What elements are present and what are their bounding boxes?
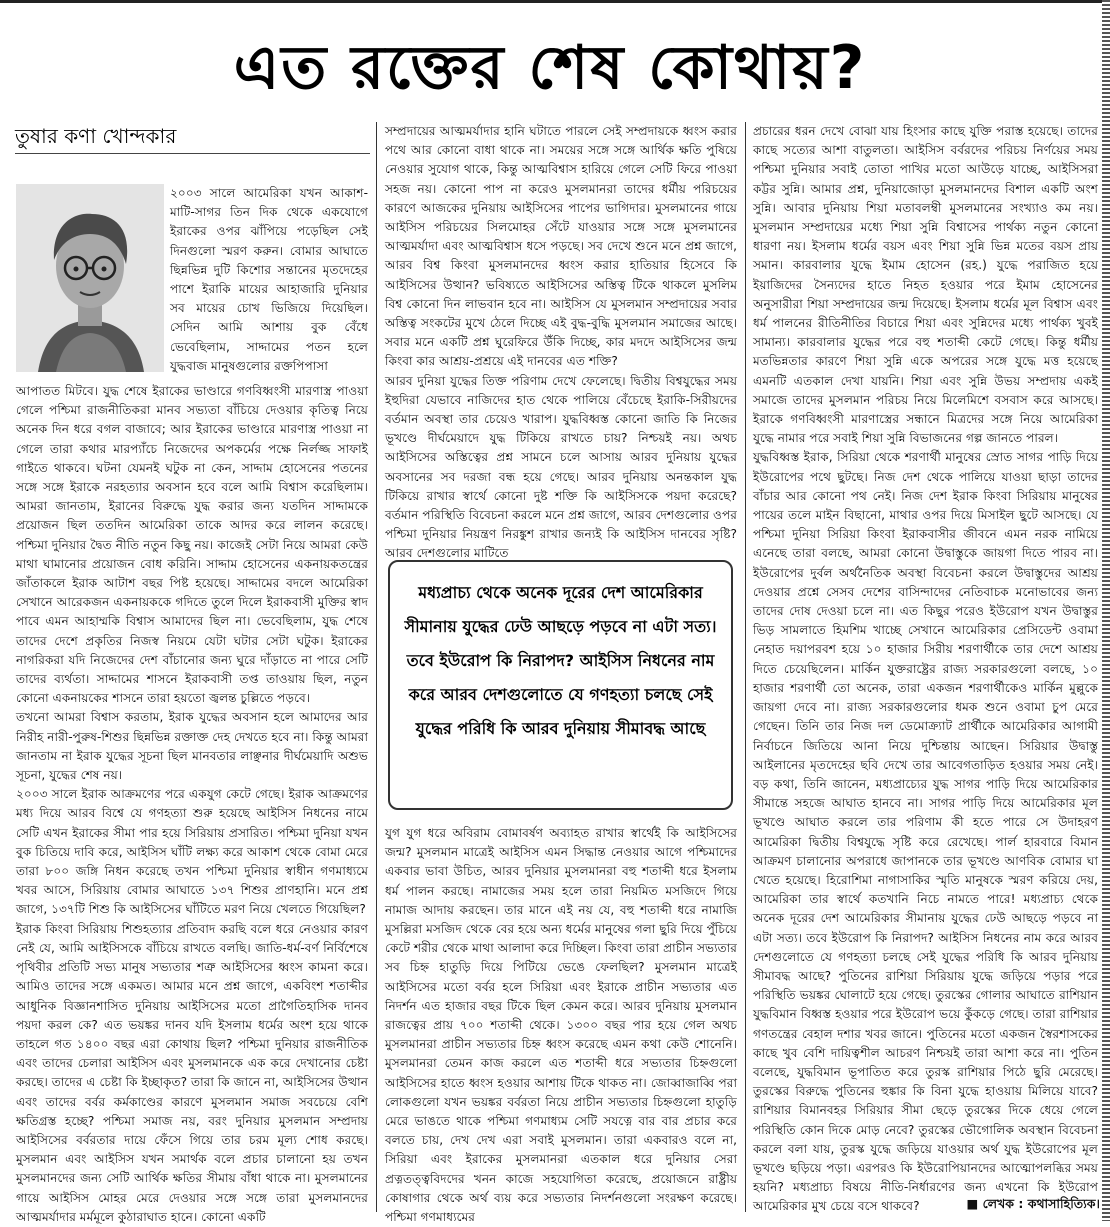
pull-quote: মধ্যপ্রাচ্য থেকে অনেক দূরের দেশ আমেরিকার সীমানায় যুদ্ধের ঢেউ আছড়ে পড়বে না এটা সত্য। তবে ইউরোপ কি নিরাপদ? আইসিস নিধনের নাম করে আরব দেশগুলোতে যে গণহত্যা চলছে সেই যুদ্ধের পরিধি কি আরব দুনিয়ায় সীমাবদ্ধ আছে	[388, 560, 733, 810]
paragraph: আরব দুনিয়া যুদ্ধের তিক্ত পরিণাম দেখে ফেলেছে। দ্বিতীয় বিশ্বযুদ্ধের সময় ইহুদিরা যেভাবে নাজিদের হাত থেকে পালিয়ে বেঁচেছে ইরাকি-সিরীয়দের বর্তমান অবস্থা তার চেয়েও খারাপ। যুদ্ধবিধ্বস্ত কোনো জাতি কি নিজের ভূখণ্ডে দীর্ঘমেয়াদে যুদ্ধ টিকিয়ে রাখতে চায়? নিশ্চয়ই নয়। অথচ আইসিসের অস্তিত্বের প্রশ্ন সামনে চলে আসায় আরব দুনিয়ায় যুদ্ধের অবসানের সব দরজা বন্ধ হয়ে গেছে। আরব দুনিয়ায় অনন্তকাল যুদ্ধ টিকিয়ে রাখার স্বার্থে কোনো দুষ্ট শক্তি কি আইসিসকে পয়দা করেছে? বর্তমান পরিস্থিতি বিবেচনা করলে মনে প্রশ্ন জাগে, আরব দেশগুলোর ওপর পশ্চিমা দুনিয়ার নিয়ন্ত্রণ নিরঙ্কুশ রাখার জন্যই কি আইসিস দানবের সৃষ্টি? আরব দেশগুলোর মাটিতে	[385, 373, 737, 561]
paragraph: প্রচারের ধরন দেখে বোঝা যায় হিংসার কাছে যুক্তি পরাস্ত হয়েছে। তাদের কাছে সত্যের আশা বাতুলতা। আইসিস বর্বরদের পরিচয় নির্ণয়ের সময় পশ্চিমা দুনিয়ার সবাই তোতা পাখির মতো আউড়ে যাচ্ছে, আইসিসরা কট্টর সুন্নি। আমার প্রশ্ন, দুনিয়াজোড়া মুসলমানদের বিশাল একটি অংশ সুন্নি। আবার দুনিয়ায় শিয়া মতাবলম্বী মুসলমানের সংখ্যাও কম নয়। মুসলমান সম্প্রদায়ের মধ্যে শিয়া সুন্নি বিশ্বাসের পার্থক্য নতুন কোনো ধারণা নয়। ইসলাম ধর্মের বয়স এবং শিয়া সুন্নি ভিন্ন মতের বয়স প্রায় সমান। কারবালার যুদ্ধে ইমাম হোসেন (রহ.) যুদ্ধে পরাজিত হয়ে ইয়াজিদের সৈন্যদের হাতে নিহত হওয়ার পরে ইমাম হোসেনের অনুসারীরা শিয়া সম্প্রদায়ের জন্ম দিয়েছে। ইসলাম ধর্মের মূল বিশ্বাস এবং ধর্ম পালনের রীতিনীতির বিচারে শিয়া এবং সুন্নিদের মধ্যে পার্থক্য খুবই সামান্য। কারবালার যুদ্ধের পরে বহু শতাব্দী কেটে গেছে। কিন্তু ধর্মীয় মতভিন্নতার কারণে শিয়া সুন্নি একে অপরের সঙ্গে যুদ্ধে মত্ত হয়েছে এমনটি এতকাল দেখা যায়নি। শিয়া এবং সুন্নি উভয় সম্প্রদায় একই সমাজে তাদের মুসলমান পরিচয় নিয়ে মিলেমিশে বসবাস করে আসছে। ইরাকে গণবিধ্বংসী মারণাস্ত্রের সন্ধানে মিত্রদের সঙ্গে নিয়ে আমেরিকা যুদ্ধে নামার পরে সবাই শিয়া সুন্নি বিভাজনের গল্প জানতে পারল।	[753, 124, 1098, 446]
column-2-top	[385, 122, 737, 561]
paragraph: তখনো আমরা বিশ্বাস করতাম, ইরাক যুদ্ধের অবসান হলে আমাদের আর নিরীহ নারী-পুরুষ-শিশুর ছিন্নভিন্ন রক্তাক্ত দেহ দেখতে হবে না। কিন্তু আমরা জানতাম না ইরাক যুদ্ধের সূচনা ছিল মানবতার লাঞ্ছনার দীর্ঘমেয়াদি অশুভ সূচনা, যুদ্ধের শেষ নয়।	[16, 710, 368, 783]
byline: তুষার কণা খোন্দকার	[15, 124, 177, 148]
column-divider	[376, 122, 377, 1212]
headline: এত রক্তের শেষ কোথায়?	[233, 33, 867, 103]
page-edge	[1102, 0, 1110, 1221]
paragraph: ২০০৩ সালে ইরাক আক্রমণের পরে একযুগ কেটে গেছে। ইরাক আক্রমণের মধ্য দিয়ে আরব বিশ্বে যে গণহত্যা শুরু হয়েছে আইসিস নিধনের নামে সেটি এখন ইরাকের সীমা পার হয়ে সিরিয়ায় প্রসারিত। পশ্চিমা দুনিয়া যখন বুক চিতিয়ে দাবি করে, আইসিস ঘাঁটি লক্ষ্য করে আকাশ থেকে বোমা মেরে তারা ৮০০ জঙ্গি নিধন করেছে তখন পশ্চিমা দুনিয়ার স্বাধীন গণমাধ্যমে খবর আসে, সিরিয়ায় বোমার আঘাতে ১৩৭ শিশুর প্রাণহানি। মনে প্রশ্ন জাগে, ১৩৭টি শিশু কি আইসিসের ঘাঁটিতে মরণ নিয়ে খেলতে গিয়েছিল?	[16, 787, 368, 917]
paragraph: যুদ্ধবিধ্বস্ত ইরাক, সিরিয়া থেকে শরণার্থী মানুষের স্রোত সাগর পাড়ি দিয়ে ইউরোপের পথে ছুটছে। নিজ দেশ থেকে পালিয়ে যাওয়া ছাড়া তাদের বাঁচার আর কোনো পথ নেই। নিজ দেশ ইরাক কিংবা সিরিয়ায় মানুষের পায়ের তলে মাইন বিছানো, মাথার ওপর দিয়ে মিসাইল ছুটে আসছে। যে পশ্চিমা দুনিয়া সিরিয়া কিংবা ইরাকবাসীর জীবনে এমন নরক নামিয়ে এনেছে তারা বলছে, আমরা কোনো উদ্বাস্তুকে জায়গা দিতে পারব না। ইউরোপের দুর্বল অর্থনৈতিক অবস্থা বিবেচনা করলে উদ্বাস্তুদের আশ্রয় দেওয়ার প্রশ্নে সেসব দেশের বাসিন্দাদের নেতিবাচক মনোভাবের জন্য তাদের দোষ দেওয়া চলে না। এত কিছুর পরেও ইউরোপ যখন উদ্বাস্তুর ভিড় সামলাতে হিমশিম খাচ্ছে সেখানে আমেরিকার প্রেসিডেন্ট ওবামা নেহাত দয়াপরবশ হয়ে ১০ হাজার সিরীয় শরণার্থীকে তার দেশে আশ্রয় দিতে চেয়েছিলেন। মার্কিন যুক্তরাষ্ট্রের রাজ্য সরকারগুলো বলছে, ১০ হাজার শরণার্থী তো অনেক, তারা একজন শরণার্থীকেও মার্কিন মুল্লুকে জায়গা দেবে না। রাজ্য সরকারগুলোর ধমক শুনে ওবামা চুপ মেরে গেছেন। তিনি তার নিজ দল ডেমোক্র্যাট প্রার্থীকে আমেরিকার আগামী নির্বাচনে জিতিয়ে আনা নিয়ে দুশ্চিন্তায় আছেন। সিরিয়ার উদ্বাস্তু আইলানের মৃতদেহের ছবি দেখে তার আবেগতাড়িত হওয়ার সময় নেই। বড় কথা, তিনি জানেন, মধ্যপ্রাচ্যের যুদ্ধ সাগর পাড়ি দিয়ে আমেরিকার সীমান্তে সহজে আঘাত হানবে না। সাগর পাড়ি দিয়ে আমেরিকার মূল ভূখণ্ডে আঘাত করলে তার পরিণাম কী হতে পারে সে উদাহরণ আমেরিকা দ্বিতীয় বিশ্বযুদ্ধে সৃষ্টি করে রেখেছে। পার্ল হারবারে বিমান আক্রমণ চালানোর অপরাধে জাপানকে তার ভূখণ্ডে আণবিক বোমার ঘা খেতে হয়েছে। হিরোশিমা নাগাসাকির স্মৃতি মানুষকে স্মরণ করিয়ে দেয়, আমেরিকা তার স্বার্থে কতখানি নিচে নামতে পারে! মধ্যপ্রাচ্য থেকে অনেক দূরের দেশ আমেরিকার সীমানায় যুদ্ধের ঢেউ আছড়ে পড়বে না এটা সত্য। তবে ইউরোপ কি নিরাপদ? আইসিস নিধনের নাম করে আরব দেশগুলোতে যে গণহত্যা চলছে সেই যুদ্ধের পরিধি কি আরব দুনিয়ায় সীমাবদ্ধ আছে? পুতিনের রাশিয়া সিরিয়ায় যুদ্ধে জড়িয়ে পড়ার পরে পরিস্থিতি ভয়ঙ্কর ঘোলাটে হয়ে গেছে। তুরস্কের গোলার আঘাতে রাশিয়ান যুদ্ধবিমান বিধ্বস্ত হওয়ার পরে ইউরোপ ভয়ে কুঁকড়ে গেছে। তারা রাশিয়ার গণতন্ত্রের বেহাল দশার খবর জানে। পুতিনের মতো একজন স্বৈরশাসকের কাছে খুব বেশি দায়িত্বশীল আচরণ নিশ্চয়ই তারা আশা করে না। পুতিন বলেছে, যুদ্ধবিমান ভূপাতিত করে তুরস্ক রাশিয়ার পিঠে ছুরি মেরেছে। তুরস্কের বিরুদ্ধে পুতিনের হুঙ্কার কি বিনা যুদ্ধে হাওয়ায় মিলিয়ে যাবে? রাশিয়ার বিমানবহর সিরিয়ার সীমা ছেড়ে তুরস্কের দিকে ধেয়ে গেলে পরিস্থিতি কোন দিকে মোড় নেবে? তুরস্কের ভৌগোলিক অবস্থান বিবেচনা করলে বলা যায়, তুরস্ক যুদ্ধে জড়িয়ে যাওয়ার অর্থ যুদ্ধ ইউরোপের মূল ভূখণ্ডে ছড়িয়ে পড়া। এরপরও কি ইউরোপিয়ানদের আত্মোপলব্ধির সময় হয়নি? মধ্যপ্রাচ্য বিষয়ে নীতি-নির্ধারণের জন্য এখনো কি ইউরোপ আমেরিকার মুখ চেয়ে বসে থাকবে?	[753, 450, 1098, 1214]
column-1-intro	[170, 184, 368, 380]
paragraph: ইরাক কিংবা সিরিয়ায় শিশুহত্যার প্রতিবাদ করছি বলে ধরে নেওয়ার কারণ নেই যে, আমি আইসিসকে বাঁচিয়ে রাখতে বলছি। জাতি-ধর্ম-বর্ণ নির্বিশেষে পৃথিবীর প্রতিটি সভ্য মানুষ সভ্যতার শত্রু আইসিসের ধ্বংস কামনা করে। আমিও তাদের সঙ্গে একমত। আমার মনে প্রশ্ন জাগে, একবিংশ শতাব্দীর আধুনিক বিজ্ঞানশাসিত দুনিয়ায় আইসিসের মতো প্রাগৈতিহাসিক দানব পয়দা করল কে? এত ভয়ঙ্কর দানব যদি ইসলাম ধর্মের অংশ হয়ে থাকে তাহলে গত ১৪০০ বছর এরা কোথায় ছিল? পশ্চিমা দুনিয়ার রাজনীতিক এবং তাদের চেলারা আইসিস এবং মুসলমানকে এক করে দেখানোর চেষ্টা করছে। তাদের এ চেষ্টা কি ইচ্ছাকৃত? তারা কি জানে না, আইসিসের উত্থান এবং তাদের বর্বর কর্মকাণ্ডের কারণে মুসলমান সমাজ সবচেয়ে বেশি ক্ষতিগ্রস্ত হচ্ছে? পশ্চিমা সমাজ নয়, বরং দুনিয়ার মুসলমান সম্প্রদায় আইসিসের বর্বরতার দায়ে ফেঁসে গিয়ে তার চরম মূল্য শোধ করছে। মুসলমান এবং আইসিস যখন সমার্থক বলে প্রচার চালানো হয় তখন মুসলমানদের জন্য সেটি আর্থিক ক্ষতির সীমায় বাঁধা থাকে না। মুসলমানের গায়ে আইসিস মোহর মেরে দেওয়ার সঙ্গে সঙ্গে তারা মুসলমানদের আত্মমর্যাদার মর্মমূলে কুঠারাঘাত হানে। কোনো একটি	[16, 921, 368, 1224]
paragraph: সম্প্রদায়ের আত্মমর্যাদার হানি ঘটাতে পারলে সেই সম্প্রদায়কে ধ্বংস করার পথে আর কোনো বাধা থাকে না। সময়ের সঙ্গে সঙ্গে আর্থিক ক্ষতি পুষিয়ে নেওয়ার সুযোগ থাকে, কিন্তু আত্মবিশ্বাস হারিয়ে গেলে সেটি ফিরে পাওয়া সহজ নয়। কোনো পাপ না করেও মুসলমানরা তাদের ধর্মীয় পরিচয়ের কারণে আজকের দুনিয়ায় আইসিসের পাপের ভাগিদার। মুসলমানের গায়ে আইসিস পরিচয়ের সিলমোহর সেঁটে যাওয়ার সঙ্গে সঙ্গে মুসলমানের আত্মমর্যাদা এবং আত্মবিশ্বাস ধসে পড়ছে। সব দেখে শুনে মনে প্রশ্ন জাগে, আরব বিশ্ব কিংবা মুসলমানদের ধ্বংস করার হাতিয়ার হিসেবে কি আইসিসের উত্থান? ভবিষ্যতে আইসিসের অস্তিত্ব টিকে থাকলে মুসলিম বিশ্ব কোনো দিন লাভবান হবে না। আইসিস যে মুসলমান সম্প্রদায়ের সবার অস্তিত্ব সংকটের মুখে ঠেলে দিচ্ছে এই বুদ্ধ-বুদ্ধি মুসলমান সমাজের আছে। সবার মনে একটি প্রশ্ন ঘুরেফিরে উঁকি দিচ্ছে, কার মদদে আইসিসের জন্ম কিংবা কার আশ্রয়-প্রশ্রয়ে এই দানবের এত শক্তি?	[385, 124, 737, 369]
column-1-body	[16, 382, 368, 1224]
byline-rule	[15, 153, 370, 154]
column-divider	[745, 122, 746, 1212]
author-photo	[16, 184, 164, 372]
top-rule	[0, 0, 1110, 3]
paragraph: ২০০৩ সালে আমেরিকা যখন আকাশ-মাটি-সাগর তিন দিক থেকে একযোগে ইরাকের ওপর ঝাঁপিয়ে পড়েছিল সেই দিনগুলো স্মরণ করুন। বোমার আঘাতে ছিন্নভিন্ন দুটি কিশোর সন্তানের মৃতদেহের পাশে ইরাকি মায়ের আহাজারি দুনিয়ার সব মায়ের চোখ ভিজিয়ে দিয়েছিল। সেদিন আমি আশায় বুক বেঁধে ভেবেছিলাম, সাদ্দামের পতন হলে যুদ্ধবাজ মানুষগুলোর রক্তপিপাসা	[170, 186, 368, 373]
column-2-bottom	[385, 824, 737, 1225]
author-credit: ■ লেখক : কথাসাহিত্যিক।	[966, 1196, 1100, 1211]
author-portrait-icon	[16, 184, 164, 372]
paragraph: যুগ যুগ ধরে অবিরাম বোমাবর্ষণ অব্যাহত রাখার স্বার্থেই কি আইসিসের জন্ম? মুসলমান মাত্রেই আইসিস এমন সিদ্ধান্ত নেওয়ার আগে পশ্চিমাদের একবার ভাবা উচিত, আরব দুনিয়ার মুসলমানরা বহু শতাব্দী ধরে ইসলাম ধর্ম পালন করছে। নামাজের সময় হলে তারা নিয়মিত মসজিদে গিয়ে নামাজ আদায় করছেন। তার মানে এই নয় যে, বহু শতাব্দী ধরে নামাজি মুসল্লিরা মসজিদ থেকে বের হয়ে অন্য ধর্মের মানুষের গলা ছুরি দিয়ে পুঁচিয়ে কেটে শরীর থেকে মাথা আলাদা করে দিচ্ছিল। কিংবা তারা প্রাচীন সভ্যতার সব চিহ্ন হাতুড়ি দিয়ে পিটিয়ে ভেঙে ফেলছিল? মুসলমান মাত্রেই আইসিসের মতো বর্বর হলে সিরিয়া এবং ইরাকে প্রাচীন সভ্যতার এত নিদর্শন এত হাজার বছর টিকে ছিল কেমন করে। আরব দুনিয়ায় মুসলমান রাজত্বের প্রায় ৭০০ শতাব্দী থেকে। ১৩০০ বছর পার হয়ে গেল অথচ মুসলমানরা প্রাচীন সভ্যতার চিহ্ন ধ্বংস করেছে এমন কথা কেউ শোনেনি। মুসলমানরা তেমন কাজ করলে এত শতাব্দী ধরে সভ্যতার চিহ্নগুলো আইসিসের হাতে ধ্বংস হওয়ার আশায় টিকে থাকত না। জোব্বাজাব্বি পরা লোকগুলো যখন ভয়ঙ্কর বর্বরতা নিয়ে প্রাচীন সভ্যতার চিহ্নগুলো হাতুড়ি মেরে ভাঙতে থাকে পশ্চিমা গণমাধ্যম সেটি সযত্নে বার বার প্রচার করে বলতে চায়, দেখ দেখ এরা সবাই মুসলমান। তারা একবারও বলে না, সিরিয়া এবং ইরাকের মুসলমানরা এতকাল ধরে দুনিয়ার সেরা প্রত্নতত্ত্ববিদদের খনন কাজে সহযোগিতা করেছে, প্রয়োজনে রাষ্ট্রীয় কোষাগার থেকে অর্থ ব্যয় করে সভ্যতার নিদর্শনগুলো সংরক্ষণ করেছে। পশ্চিমা গণমাধ্যমের	[385, 826, 737, 1225]
paragraph: আপাতত মিটবে। যুদ্ধ শেষে ইরাকের ভাণ্ডারে গণবিধ্বংসী মারণাস্ত্র পাওয়া গেলে পশ্চিমা রাজনীতিকরা মানব সভ্যতা বাঁচিয়ে দেওয়ার কৃতিত্ব নিয়ে অনেক দিন ধরে বগল বাজাবে; আর ইরাকের ভাণ্ডারে মারণাস্ত্র পাওয়া না গেলে তারা কথার মারপ্যাঁচে নিজেদের অপকর্মের পক্ষে নির্লজ্জ সাফাই গাইতে থাকবে। ঘটনা যেমনই ঘটুক না কেন, সাদ্দাম হোসেনের পতনের সঙ্গে সঙ্গে ইরাকে নরহত্যার অবসান হবে বলে আমি বিশ্বাস করেছিলাম। আমরা জানতাম, ইরানের বিরুদ্ধে যুদ্ধ করার জন্য যতদিন সাদ্দামকে প্রয়োজন ছিল ততদিন আমেরিকা তাকে আদর করে লালন করেছে। পশ্চিমা দুনিয়ার দ্বৈত নীতি নতুন কিছু নয়। কাজেই সেটা নিয়ে আমরা কেউ মাথা ঘামানোর প্রয়োজন বোধ করিনি। সাদ্দাম হোসেনের একনায়কতন্ত্রের জাঁতাকলে ইরাক আটাশ বছর পিষ্ট হয়েছে। সাদ্দামের বদলে আমেরিকা সেখানে আরেকজন একনায়ককে গদিতে তুলে দিলে ইরাকবাসী মুক্তির স্বাদ পাবে এমন আহাম্মকি বিশ্বাস আমাদের ছিল না। ভেবেছিলাম, যুদ্ধ শেষে তাদের দেশে প্রকৃতির নিজস্ব নিয়মে যেটা ঘটার সেটা ঘটুক। ইরাকের নাগরিকরা যদি নিজেদের দেশ বাঁচানোর জন্য ঘুরে দাঁড়াতে না পারে সেটি তাদের ব্যর্থতা। সাদ্দামের শাসনে ইরাকবাসী তপ্ত তাওয়ায় ছিল, নতুন কোনো একনায়কের শাসনে তারা হয়তো জ্বলন্ত চুল্লিতে পড়বে।	[16, 384, 368, 706]
